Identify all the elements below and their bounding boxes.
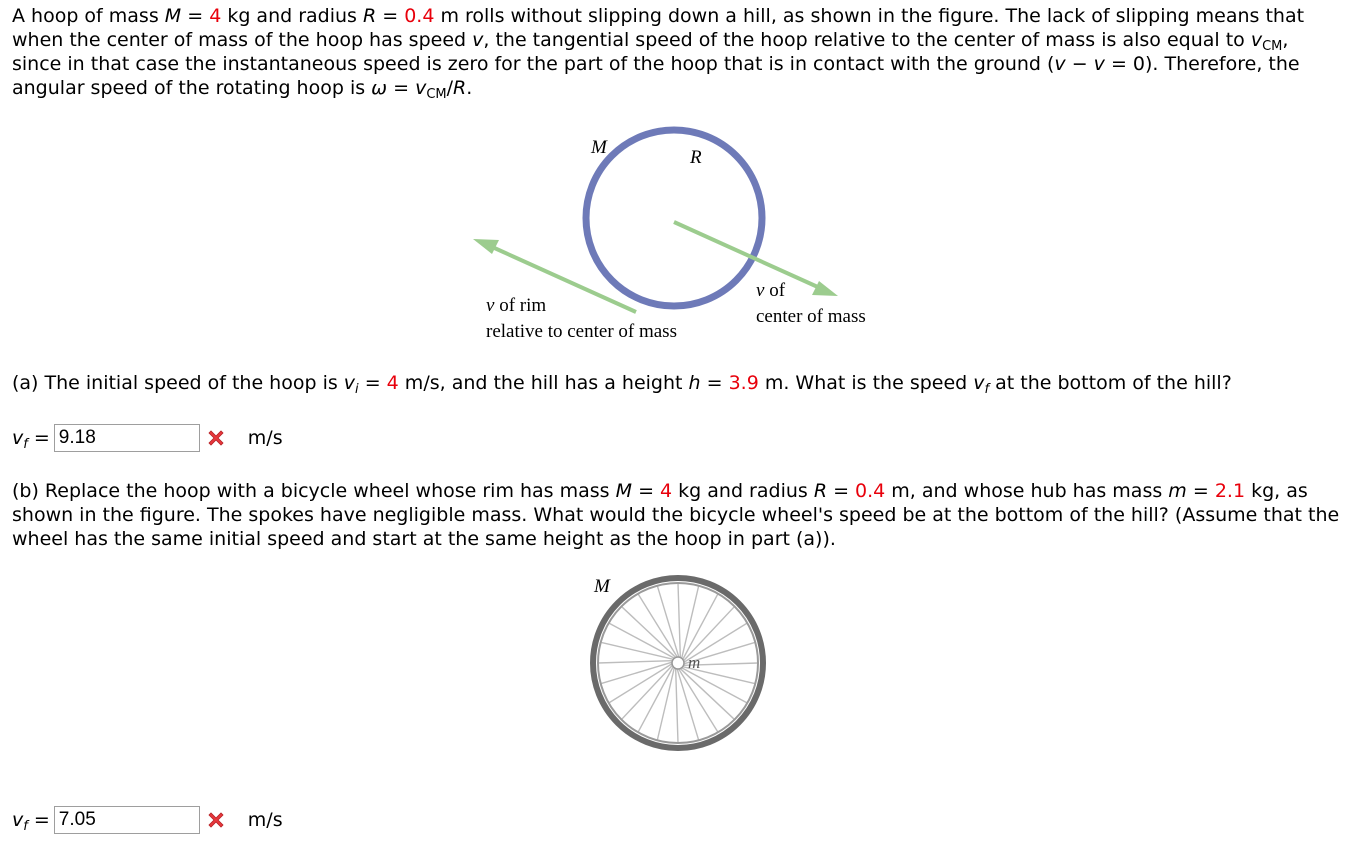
wheel-hub-mass-label: m (688, 653, 701, 672)
wheel-spoke (683, 594, 718, 660)
answer-a-unit: m/s (247, 427, 283, 449)
wheel-spoke (609, 664, 672, 703)
rim-velocity-label: v of rim (486, 295, 547, 316)
wheel-spoke (679, 669, 718, 732)
wheel-rim-mass-label: M (594, 576, 610, 597)
answer-b-input[interactable]: 7.05 (54, 806, 200, 834)
answer-b-label: $v_f$ = (12, 809, 50, 834)
wheel-spoke (638, 594, 677, 657)
hoop-mass-label: M (591, 137, 607, 158)
wheel-spoke (621, 606, 675, 657)
cm-velocity-label: v of (756, 280, 786, 301)
hoop-radius-label: R (690, 147, 702, 168)
hoop-circle (586, 130, 762, 306)
wheel-spoke (657, 586, 679, 657)
part-b-question: (b) Replace the hoop with a bicycle wheel whose rim has mass M = 4 kg and radius R = 0.4 m, and whose hub has mass m = 2.1 kg, as shown in the figure. The spokes have negligible mass. What would the bicycle wheel's speed be at the bottom of the hill? (Assume that the wheel has the same initial speed and start at the same height as the hoop in part (a)). (12, 480, 1340, 550)
bicycle-wheel-figure (570, 568, 790, 758)
wheel-spoke (682, 668, 748, 703)
wheel-spoke (638, 667, 673, 733)
x-icon (206, 428, 226, 448)
rim-velocity-label-2: relative to center of mass (486, 321, 677, 342)
wheel-spoke (678, 583, 680, 657)
answer-a-label: $v_f$ = (12, 427, 50, 452)
wheel-spoke (680, 669, 734, 720)
hoop-figure (0, 120, 1348, 350)
wheel-hub (672, 657, 684, 669)
problem-intro: A hoop of mass M = 4 kg and radius R = 0.4 m rolls without slipping down a hill, as shown in the figure. The lack of slipping means that when the center of mass of the hoop has speed v, the tangential speed of the hoop relative to the center of mass is also equal to $v_{CM}$, since in that case the instantaneous speed is zero for the part of the hoop that is in contact with the ground (v − v = 0). Therefore, the angular speed of the rotating hoop is $\omega = v_{CM}/R$. (12, 5, 1305, 102)
x-icon (206, 810, 226, 830)
wheel-spoke (621, 665, 672, 719)
answer-b-row (12, 804, 283, 836)
wheel-spoke (677, 669, 699, 740)
answer-a-row (12, 422, 283, 454)
wheel-spoke (598, 661, 672, 663)
cm-velocity-label-2: center of mass (756, 306, 866, 327)
answer-a-input[interactable]: 9.18 (54, 424, 200, 452)
wheel-spoke (676, 669, 678, 743)
answer-b-unit: m/s (247, 809, 283, 831)
wheel-spoke (601, 662, 672, 684)
part-a-question: (a) The initial speed of the hoop is $v_i = 4$ m/s, and the hill has a height h = 3.9 m. What is the speed $v_f$ at the bottom of the hill? (12, 372, 1232, 397)
wheel-spoke (609, 623, 675, 658)
